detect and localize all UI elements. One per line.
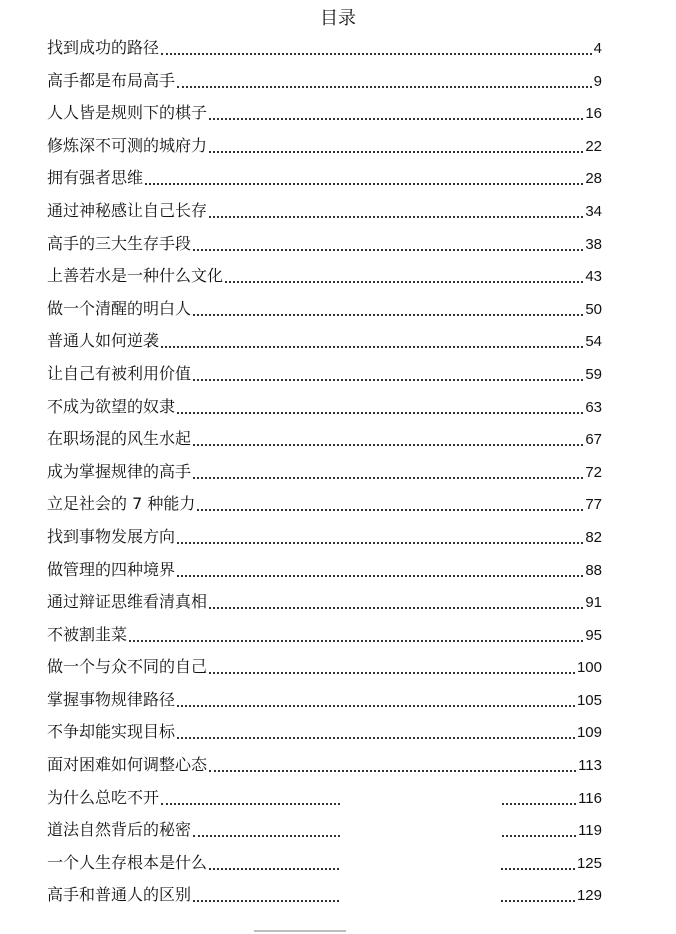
toc-entry-title: 通过辩证思维看清真相 <box>47 592 208 612</box>
dot-leader <box>143 162 585 195</box>
toc-entry-page: 125 <box>576 854 602 872</box>
toc-entry[interactable] <box>47 325 602 358</box>
toc-entry-page: 119 <box>578 822 602 840</box>
toc-entry-title: 成为掌握规律的高手 <box>47 461 192 481</box>
dot-leader <box>159 325 585 358</box>
toc-entry[interactable] <box>47 358 602 391</box>
toc-entry[interactable] <box>47 391 602 424</box>
toc-entry-title: 修炼深不可测的城府力 <box>47 135 208 155</box>
dot-leader <box>175 716 577 749</box>
redaction-mask <box>340 782 500 912</box>
toc-entry-title: 高手都是布局高手 <box>47 70 176 90</box>
toc-entry[interactable] <box>47 684 602 717</box>
footer-divider <box>254 930 346 932</box>
dot-leader <box>195 488 585 521</box>
toc-entry-page: 22 <box>585 137 602 155</box>
toc-entry-title: 上善若水是一种什么文化 <box>47 266 224 286</box>
toc-entry-page: 43 <box>585 268 602 286</box>
toc-entry-title: 找到事物发展方向 <box>47 526 176 546</box>
toc-entry-page: 82 <box>585 528 602 546</box>
dot-leader <box>207 586 585 619</box>
dot-leader <box>175 521 585 554</box>
toc-entry-page: 28 <box>585 170 602 188</box>
dot-leader <box>175 391 585 424</box>
toc-entry-title: 为什么总吃不开 <box>47 787 160 807</box>
dot-leader <box>159 32 594 65</box>
toc-entry-title: 拥有强者思维 <box>47 168 144 188</box>
toc-entry-title: 面对困难如何调整心态 <box>47 755 208 775</box>
toc-entry-title: 做管理的四种境界 <box>47 559 176 579</box>
toc-entry-title: 不成为欲望的奴隶 <box>47 396 176 416</box>
toc-entry-title: 找到成功的路径 <box>47 38 160 57</box>
toc-entry-title: 做一个与众不同的自己 <box>47 657 208 677</box>
toc-entry-page: 34 <box>585 202 602 220</box>
toc-entry[interactable] <box>47 293 602 326</box>
toc-entry-page: 50 <box>585 300 602 318</box>
toc-entry-title: 在职场混的风生水起 <box>47 429 192 449</box>
dot-leader <box>207 130 585 163</box>
toc-entry[interactable] <box>47 32 602 65</box>
dot-leader <box>191 228 585 261</box>
toc-entry[interactable] <box>47 521 602 554</box>
toc-entry-page: 116 <box>578 789 602 807</box>
dot-leader <box>191 423 585 456</box>
toc-entry[interactable] <box>47 651 602 684</box>
toc-entry[interactable] <box>47 456 602 489</box>
toc-entry[interactable] <box>47 97 602 130</box>
toc-entry-page: 91 <box>585 594 602 612</box>
toc-entry[interactable] <box>47 65 602 98</box>
toc-entry[interactable] <box>47 847 602 880</box>
toc-entry-title: 让自己有被利用价值 <box>47 363 192 383</box>
dot-leader <box>191 293 585 326</box>
dot-leader <box>207 97 585 130</box>
toc-entry[interactable] <box>47 195 602 228</box>
toc-entry-page: 109 <box>576 724 602 742</box>
toc-entry-page: 95 <box>585 626 602 644</box>
toc-entry-page: 9 <box>593 72 602 90</box>
toc-entry-title: 高手和普通人的区别 <box>47 885 192 905</box>
toc-entry-title: 做一个清醒的明白人 <box>47 298 192 318</box>
toc-entry-page: 54 <box>585 333 602 351</box>
toc-entry-title: 立足社会的 7 种能力 <box>47 494 196 514</box>
toc-entry-title: 通过神秘感让自己长存 <box>47 200 208 220</box>
toc-entry[interactable] <box>47 423 602 456</box>
toc-entry-page: 129 <box>576 887 602 905</box>
dot-leader <box>191 358 585 391</box>
page-title: 目录 <box>320 8 356 29</box>
toc-entry-page: 67 <box>585 431 602 449</box>
toc-entry-page: 113 <box>578 757 602 775</box>
toc-entry-title: 高手的三大生存手段 <box>47 233 192 253</box>
toc-entry-page: 77 <box>585 496 602 514</box>
toc-entry-page: 88 <box>585 561 602 579</box>
table-of-contents <box>47 32 602 912</box>
dot-leader <box>223 260 585 293</box>
toc-entry-page: 4 <box>593 40 602 57</box>
toc-entry[interactable] <box>47 782 602 815</box>
toc-entry-page: 63 <box>585 398 602 416</box>
toc-entry-title: 不被割韭菜 <box>47 624 128 644</box>
toc-entry[interactable] <box>47 814 602 847</box>
toc-entry[interactable] <box>47 130 602 163</box>
dot-leader <box>207 651 577 684</box>
toc-entry-title: 不争却能实现目标 <box>47 722 176 742</box>
toc-entry-title: 一个人生存根本是什么 <box>47 852 208 872</box>
toc-entry[interactable] <box>47 488 602 521</box>
toc-entry[interactable] <box>47 162 602 195</box>
dot-leader <box>175 684 577 717</box>
dot-leader <box>207 195 585 228</box>
toc-entry[interactable] <box>47 749 602 782</box>
toc-entry-title: 人人皆是规则下的棋子 <box>47 103 208 123</box>
toc-entry-page: 38 <box>585 235 602 253</box>
toc-entry-page: 16 <box>585 105 602 123</box>
toc-entry[interactable] <box>47 716 602 749</box>
toc-entry[interactable] <box>47 228 602 261</box>
toc-entry[interactable] <box>47 260 602 293</box>
toc-entry[interactable] <box>47 879 602 912</box>
toc-entry[interactable] <box>47 586 602 619</box>
toc-entry-page: 105 <box>576 691 602 709</box>
toc-entry[interactable] <box>47 554 602 587</box>
toc-entry-page: 59 <box>585 365 602 383</box>
dot-leader <box>127 619 585 652</box>
toc-entry-title: 普通人如何逆袭 <box>47 331 160 351</box>
toc-entry[interactable] <box>47 619 602 652</box>
dot-leader <box>175 65 594 98</box>
dot-leader <box>175 554 585 587</box>
toc-entry-title: 掌握事物规律路径 <box>47 689 176 709</box>
dot-leader <box>207 749 578 782</box>
toc-entry-title: 道法自然背后的秘密 <box>47 820 192 840</box>
toc-entry-page: 100 <box>576 659 602 677</box>
dot-leader <box>191 456 585 489</box>
toc-entry-page: 72 <box>585 463 602 481</box>
